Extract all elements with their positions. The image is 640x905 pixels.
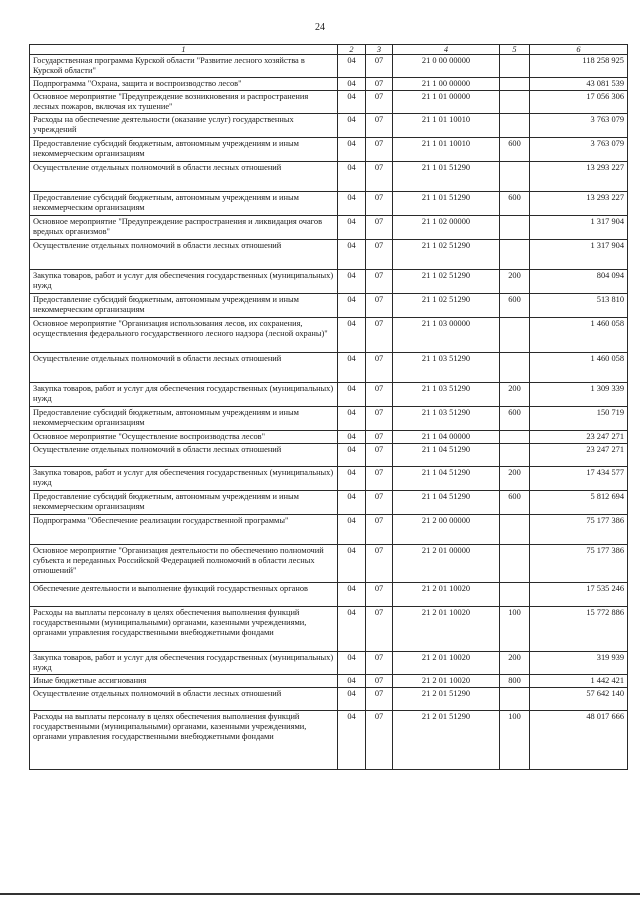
- row-target-article: 21 1 02 00000: [393, 216, 500, 240]
- row-amount: 1 442 421: [530, 675, 628, 688]
- table-row: [30, 91, 628, 114]
- row-expense-type: [500, 515, 530, 545]
- table-row: [30, 55, 628, 78]
- row-name: Осуществление отдельных полномочий в области лесных отношений: [30, 240, 338, 270]
- row-subsection: 07: [366, 353, 393, 383]
- row-target-article: 21 1 04 51290: [393, 444, 500, 467]
- row-section: 04: [338, 353, 366, 383]
- row-target-article: 21 1 01 10010: [393, 138, 500, 162]
- row-expense-type: 600: [500, 192, 530, 216]
- table-row: [30, 515, 628, 545]
- row-target-article: 21 1 04 51290: [393, 467, 500, 491]
- table-row: [30, 675, 628, 688]
- table-row: [30, 192, 628, 216]
- row-expense-type: 600: [500, 138, 530, 162]
- row-name: Основное мероприятие "Организация использования лесов, их сохранения, осуществления федерального государственного лесного надзора (лесной охраны)": [30, 318, 338, 353]
- table-row: [30, 270, 628, 294]
- row-target-article: 21 2 01 10020: [393, 607, 500, 652]
- row-section: 04: [338, 294, 366, 318]
- row-expense-type: 100: [500, 711, 530, 770]
- row-name: Подпрограмма "Обеспечение реализации государственной программы": [30, 515, 338, 545]
- column-header-expense-type: 5: [500, 45, 530, 55]
- row-amount: 75 177 386: [530, 515, 628, 545]
- row-expense-type: 100: [500, 607, 530, 652]
- budget-table: [29, 44, 628, 770]
- row-target-article: 21 1 01 51290: [393, 162, 500, 192]
- row-section: 04: [338, 407, 366, 431]
- row-section: 04: [338, 114, 366, 138]
- row-subsection: 07: [366, 407, 393, 431]
- row-target-article: 21 1 02 51290: [393, 294, 500, 318]
- row-name: Закупка товаров, работ и услуг для обеспечения государственных (муниципальных) нужд: [30, 652, 338, 675]
- row-expense-type: [500, 55, 530, 78]
- row-expense-type: 600: [500, 491, 530, 515]
- row-name: Предоставление субсидий бюджетным, автономным учреждениям и иным некоммерческим организациям: [30, 491, 338, 515]
- row-section: 04: [338, 162, 366, 192]
- page-number: 24: [315, 22, 325, 33]
- row-amount: 319 939: [530, 652, 628, 675]
- row-subsection: 07: [366, 545, 393, 583]
- row-subsection: 07: [366, 383, 393, 407]
- row-amount: 13 293 227: [530, 162, 628, 192]
- row-name: Основное мероприятие "Предупреждение распространения и ликвидация очагов вредных организмов": [30, 216, 338, 240]
- row-amount: 23 247 271: [530, 444, 628, 467]
- row-name: Закупка товаров, работ и услуг для обеспечения государственных (муниципальных) нужд: [30, 383, 338, 407]
- row-target-article: 21 1 01 00000: [393, 91, 500, 114]
- row-expense-type: [500, 91, 530, 114]
- row-name: Основное мероприятие "Осуществление воспроизводства лесов": [30, 431, 338, 444]
- row-expense-type: [500, 78, 530, 91]
- row-name: Расходы на выплаты персоналу в целях обеспечения выполнения функций государственными (муниципальными) органами, казенными учреждениями, органами управления государственными внебюджетными фондами: [30, 711, 338, 770]
- row-name: Предоставление субсидий бюджетным, автономным учреждениям и иным некоммерческим организациям: [30, 294, 338, 318]
- row-subsection: 07: [366, 216, 393, 240]
- row-section: 04: [338, 192, 366, 216]
- row-amount: 3 763 079: [530, 114, 628, 138]
- table-row: [30, 407, 628, 431]
- table-row: [30, 353, 628, 383]
- row-amount: 43 081 539: [530, 78, 628, 91]
- row-amount: 15 772 886: [530, 607, 628, 652]
- row-subsection: 07: [366, 491, 393, 515]
- row-subsection: 07: [366, 114, 393, 138]
- row-subsection: 07: [366, 294, 393, 318]
- row-subsection: 07: [366, 444, 393, 467]
- row-section: 04: [338, 545, 366, 583]
- row-name: Закупка товаров, работ и услуг для обеспечения государственных (муниципальных) нужд: [30, 270, 338, 294]
- row-amount: 1 460 058: [530, 353, 628, 383]
- row-section: 04: [338, 444, 366, 467]
- row-name: Обеспечение деятельности и выполнение функций государственных органов: [30, 583, 338, 607]
- row-section: 04: [338, 383, 366, 407]
- table-body: [30, 55, 628, 770]
- row-name: Предоставление субсидий бюджетным, автономным учреждениям и иным некоммерческим организациям: [30, 138, 338, 162]
- table-row: [30, 467, 628, 491]
- row-name: Предоставление субсидий бюджетным, автономным учреждениям и иным некоммерческим организациям: [30, 192, 338, 216]
- table-row: [30, 688, 628, 711]
- row-target-article: 21 1 01 51290: [393, 192, 500, 216]
- row-name: Государственная программа Курской области "Развитие лесного хозяйства в Курской области": [30, 55, 338, 78]
- row-name: Осуществление отдельных полномочий в области лесных отношений: [30, 688, 338, 711]
- row-section: 04: [338, 270, 366, 294]
- row-subsection: 07: [366, 652, 393, 675]
- row-target-article: 21 1 03 51290: [393, 353, 500, 383]
- row-amount: 513 810: [530, 294, 628, 318]
- row-name: Расходы на выплаты персоналу в целях обеспечения выполнения функций государственными (муниципальными) органами, казенными учреждениями, органами управления государственными внебюджетными фондами: [30, 607, 338, 652]
- row-subsection: 07: [366, 138, 393, 162]
- row-name: Осуществление отдельных полномочий в области лесных отношений: [30, 444, 338, 467]
- table-row: [30, 607, 628, 652]
- row-target-article: 21 1 02 51290: [393, 240, 500, 270]
- row-section: 04: [338, 711, 366, 770]
- row-name: Закупка товаров, работ и услуг для обеспечения государственных (муниципальных) нужд: [30, 467, 338, 491]
- row-section: 04: [338, 491, 366, 515]
- row-subsection: 07: [366, 711, 393, 770]
- row-expense-type: 200: [500, 383, 530, 407]
- row-name: Осуществление отдельных полномочий в области лесных отношений: [30, 353, 338, 383]
- row-expense-type: [500, 240, 530, 270]
- row-section: 04: [338, 55, 366, 78]
- row-subsection: 07: [366, 162, 393, 192]
- table-row: [30, 491, 628, 515]
- column-header-subsection: 3: [366, 45, 393, 55]
- row-subsection: 07: [366, 688, 393, 711]
- row-target-article: 21 2 00 00000: [393, 515, 500, 545]
- row-amount: 1 309 339: [530, 383, 628, 407]
- table-header-row: [30, 45, 628, 55]
- row-subsection: 07: [366, 607, 393, 652]
- table-row: [30, 545, 628, 583]
- row-target-article: 21 2 01 51290: [393, 688, 500, 711]
- row-section: 04: [338, 216, 366, 240]
- row-subsection: 07: [366, 515, 393, 545]
- table-row: [30, 240, 628, 270]
- table-row: [30, 114, 628, 138]
- column-header-target-article: 4: [393, 45, 500, 55]
- row-section: 04: [338, 467, 366, 491]
- table-row: [30, 78, 628, 91]
- row-target-article: 21 1 01 10010: [393, 114, 500, 138]
- row-target-article: 21 2 01 10020: [393, 652, 500, 675]
- row-subsection: 07: [366, 675, 393, 688]
- row-amount: 804 094: [530, 270, 628, 294]
- row-amount: 3 763 079: [530, 138, 628, 162]
- table-row: [30, 318, 628, 353]
- row-amount: 1 317 904: [530, 240, 628, 270]
- row-target-article: 21 1 03 51290: [393, 407, 500, 431]
- row-subsection: 07: [366, 192, 393, 216]
- row-expense-type: [500, 162, 530, 192]
- table-row: [30, 652, 628, 675]
- row-expense-type: 200: [500, 270, 530, 294]
- row-amount: 75 177 386: [530, 545, 628, 583]
- row-expense-type: [500, 444, 530, 467]
- row-target-article: 21 1 03 00000: [393, 318, 500, 353]
- row-amount: 17 535 246: [530, 583, 628, 607]
- row-amount: 48 017 666: [530, 711, 628, 770]
- row-section: 04: [338, 652, 366, 675]
- row-subsection: 07: [366, 583, 393, 607]
- row-section: 04: [338, 607, 366, 652]
- row-target-article: 21 1 03 51290: [393, 383, 500, 407]
- row-section: 04: [338, 583, 366, 607]
- row-amount: 13 293 227: [530, 192, 628, 216]
- row-subsection: 07: [366, 270, 393, 294]
- table-row: [30, 294, 628, 318]
- row-name: Предоставление субсидий бюджетным, автономным учреждениям и иным некоммерческим организациям: [30, 407, 338, 431]
- row-section: 04: [338, 431, 366, 444]
- table-row: [30, 583, 628, 607]
- row-amount: 118 258 925: [530, 55, 628, 78]
- table-row: [30, 138, 628, 162]
- row-section: 04: [338, 318, 366, 353]
- row-expense-type: [500, 318, 530, 353]
- row-target-article: 21 2 01 00000: [393, 545, 500, 583]
- row-name: Подпрограмма "Охрана, защита и воспроизводство лесов": [30, 78, 338, 91]
- row-expense-type: 600: [500, 407, 530, 431]
- row-expense-type: 200: [500, 467, 530, 491]
- row-section: 04: [338, 91, 366, 114]
- row-target-article: 21 2 01 51290: [393, 711, 500, 770]
- row-subsection: 07: [366, 91, 393, 114]
- table-row: [30, 444, 628, 467]
- row-amount: 23 247 271: [530, 431, 628, 444]
- row-name: Основное мероприятие "Предупреждение возникновения и распространения лесных пожаров, включая их тушение": [30, 91, 338, 114]
- row-subsection: 07: [366, 240, 393, 270]
- row-expense-type: [500, 114, 530, 138]
- row-expense-type: [500, 688, 530, 711]
- row-amount: 17 056 306: [530, 91, 628, 114]
- row-section: 04: [338, 515, 366, 545]
- row-expense-type: [500, 353, 530, 383]
- column-header-section: 2: [338, 45, 366, 55]
- row-target-article: 21 1 04 51290: [393, 491, 500, 515]
- row-amount: 1 460 058: [530, 318, 628, 353]
- row-amount: 150 719: [530, 407, 628, 431]
- row-target-article: 21 2 01 10020: [393, 583, 500, 607]
- column-header-amount: 6: [530, 45, 628, 55]
- page-bottom-rule: [0, 893, 640, 895]
- row-target-article: 21 1 04 00000: [393, 431, 500, 444]
- row-subsection: 07: [366, 318, 393, 353]
- row-target-article: 21 0 00 00000: [393, 55, 500, 78]
- table-row: [30, 431, 628, 444]
- row-target-article: 21 1 00 00000: [393, 78, 500, 91]
- row-expense-type: 200: [500, 652, 530, 675]
- row-expense-type: [500, 431, 530, 444]
- row-target-article: 21 1 02 51290: [393, 270, 500, 294]
- row-name: Осуществление отдельных полномочий в области лесных отношений: [30, 162, 338, 192]
- row-section: 04: [338, 240, 366, 270]
- row-subsection: 07: [366, 78, 393, 91]
- row-expense-type: [500, 583, 530, 607]
- column-header-name: 1: [30, 45, 338, 55]
- row-expense-type: 800: [500, 675, 530, 688]
- row-section: 04: [338, 688, 366, 711]
- row-amount: 17 434 577: [530, 467, 628, 491]
- row-name: Иные бюджетные ассигнования: [30, 675, 338, 688]
- row-subsection: 07: [366, 55, 393, 78]
- row-expense-type: [500, 216, 530, 240]
- row-amount: 5 812 694: [530, 491, 628, 515]
- table-row: [30, 162, 628, 192]
- row-target-article: 21 2 01 10020: [393, 675, 500, 688]
- row-section: 04: [338, 138, 366, 162]
- row-section: 04: [338, 78, 366, 91]
- row-section: 04: [338, 675, 366, 688]
- table-row: [30, 383, 628, 407]
- row-expense-type: 600: [500, 294, 530, 318]
- row-expense-type: [500, 545, 530, 583]
- row-name: Основное мероприятие "Организация деятельности по обеспечению полномочий субъекта и переданных Российской Федерацией полномочий в области лесных отношений": [30, 545, 338, 583]
- row-subsection: 07: [366, 467, 393, 491]
- table-row: [30, 711, 628, 770]
- row-name: Расходы на обеспечение деятельности (оказание услуг) государственных учреждений: [30, 114, 338, 138]
- row-amount: 57 642 140: [530, 688, 628, 711]
- row-amount: 1 317 904: [530, 216, 628, 240]
- row-subsection: 07: [366, 431, 393, 444]
- table-row: [30, 216, 628, 240]
